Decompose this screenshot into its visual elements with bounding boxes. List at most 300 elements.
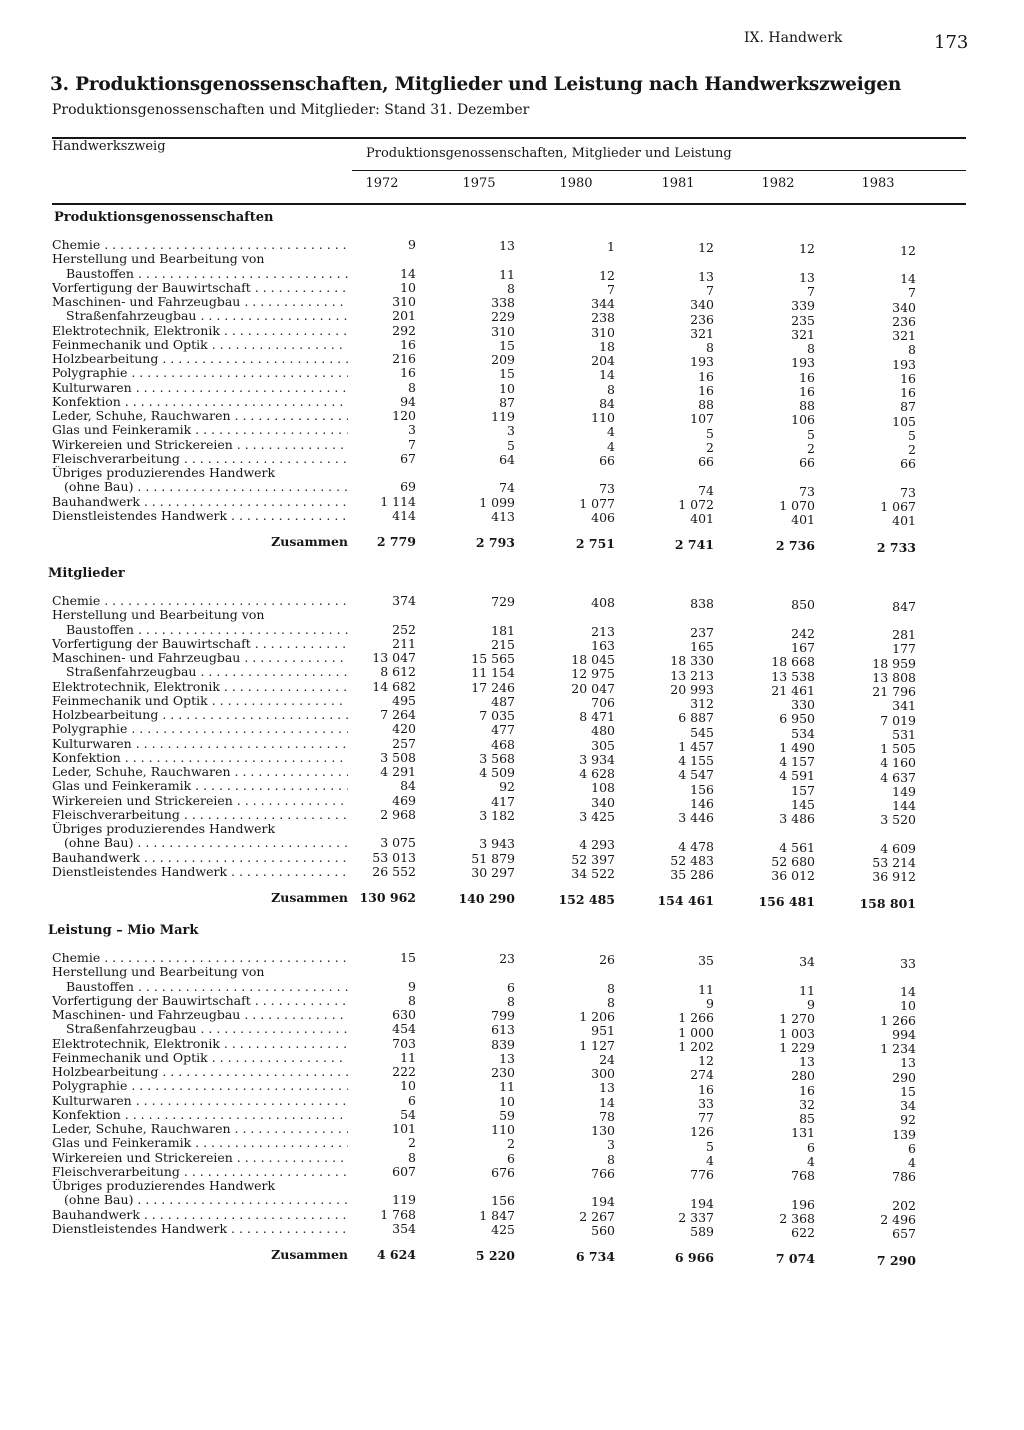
cell-value: 110: [491, 1122, 515, 1138]
table-row: [0, 678, 1024, 699]
cell-value: 12: [698, 1053, 714, 1069]
cell-value: 21 796: [872, 684, 916, 699]
cell-value: 622: [791, 1225, 815, 1241]
cell-value: 413: [491, 508, 515, 524]
cell-value: 16: [698, 1081, 714, 1097]
row-label: Fleischverarbeitung . . .: [52, 452, 348, 466]
cell-value: 703: [392, 1035, 416, 1051]
year-header-1975: 1975: [462, 176, 496, 191]
cell-value: 2: [507, 1136, 515, 1152]
cell-value: 7: [908, 285, 916, 301]
cell-value: 193: [690, 354, 714, 370]
table-row: [0, 650, 1024, 671]
cell-value: 18 045: [571, 652, 615, 668]
cell-value: 8: [607, 381, 615, 397]
table-row: [0, 1021, 1024, 1042]
cell-value: 1 202: [678, 1038, 714, 1054]
total-row: [0, 890, 1024, 911]
cell-value: 105: [892, 413, 916, 429]
cell-value: 340: [690, 297, 714, 313]
cell-value: 401: [892, 513, 916, 529]
cell-value: 18 668: [771, 654, 815, 670]
table-row: [0, 1092, 1024, 1113]
cell-value: 4 628: [579, 766, 615, 782]
cell-value: 338: [491, 295, 515, 311]
table-row: [0, 252, 1024, 266]
cell-value: 36 012: [771, 868, 815, 884]
cell-value: 126: [690, 1124, 714, 1140]
cell-value: 18: [599, 338, 615, 354]
cell-value: 1 505: [880, 741, 916, 756]
cell-value: 156: [491, 1193, 515, 1209]
cell-value: 53 013: [372, 849, 416, 865]
cell-value: 156: [690, 781, 714, 797]
row-label: Feinmechanik und Optik . . .: [52, 694, 348, 708]
cell-value: 8: [706, 340, 714, 356]
row-label: Wirkereien und Strickereien . . .: [52, 1151, 348, 1165]
cell-value: 14: [599, 1094, 615, 1110]
total-value: 158 801: [859, 895, 916, 911]
cell-value: 3 943: [479, 836, 515, 852]
cell-value: 786: [892, 1169, 916, 1185]
cell-value: 1 070: [779, 497, 815, 513]
row-label: Leder, Schuhe, Rauchwaren . . .: [52, 1122, 348, 1136]
cell-value: 2: [908, 442, 916, 457]
cell-value: 847: [892, 598, 916, 614]
cell-value: 401: [791, 512, 815, 528]
cell-value: 344: [591, 296, 615, 312]
cell-value: 16: [799, 369, 815, 385]
row-label: Holzbearbeitung . . .: [52, 708, 348, 722]
table-row: [0, 692, 1024, 714]
row-label: Baustoffen . . .: [66, 980, 348, 994]
cell-value: 321: [690, 325, 714, 341]
cell-value: 487: [491, 693, 515, 709]
cell-value: 994: [892, 1026, 916, 1042]
table-row: [0, 863, 1024, 885]
row-label: Elektrotechnik, Elektronik . . .: [52, 324, 348, 338]
cell-value: 630: [392, 1007, 416, 1022]
row-label: Elektrotechnik, Elektronik . . .: [52, 680, 348, 694]
cell-value: 74: [499, 480, 515, 496]
row-label: Dienstleistendes Handwerk . . .: [52, 1222, 348, 1236]
row-label: Polygraphie . . .: [52, 366, 348, 380]
cell-value: 330: [791, 697, 815, 713]
cell-value: 157: [791, 782, 815, 798]
cell-value: 14: [900, 271, 916, 286]
cell-value: 59: [499, 1107, 515, 1123]
cell-value: 34 522: [571, 865, 615, 881]
page-number: 173: [934, 32, 969, 53]
row-label: Dienstleistendes Handwerk . . .: [52, 509, 348, 523]
table-row: [0, 237, 1024, 258]
table-row: [0, 408, 1024, 429]
cell-value: 10: [400, 1078, 416, 1094]
header-bottom-rule: [52, 203, 966, 205]
cell-value: 33: [900, 955, 916, 971]
cell-value: 8: [408, 379, 416, 395]
cell-value: 87: [900, 399, 916, 415]
row-label: Konfektion . . .: [52, 395, 348, 409]
table-row: [0, 379, 1024, 400]
cell-value: 5: [507, 437, 515, 453]
cell-value: 52 397: [571, 851, 615, 867]
table-row: [0, 1192, 1024, 1213]
table-row: [0, 992, 1024, 1014]
cell-value: 163: [591, 637, 615, 653]
cell-value: 101: [392, 1121, 416, 1136]
cell-value: 4 293: [579, 837, 615, 853]
cell-value: 3: [408, 422, 416, 438]
row-label: Straßenfahrzeugbau . . .: [66, 665, 348, 679]
cell-value: 8: [807, 341, 815, 357]
year-header-1972: 1972: [365, 176, 399, 191]
table-row: [0, 493, 1024, 514]
cell-value: 290: [892, 1069, 916, 1085]
cell-value: 3: [607, 1137, 615, 1153]
cell-value: 11: [400, 1049, 416, 1065]
cell-value: 495: [392, 692, 416, 708]
cell-value: 838: [690, 596, 714, 612]
cell-value: 196: [791, 1196, 815, 1212]
cell-value: 215: [491, 636, 515, 652]
cell-value: 16: [900, 385, 916, 400]
cell-value: 6: [807, 1139, 815, 1155]
cell-value: 8: [607, 980, 615, 996]
cell-value: 321: [892, 328, 916, 343]
cell-value: 13 538: [771, 668, 815, 684]
cell-value: 201: [392, 308, 416, 324]
cell-value: 119: [491, 409, 515, 425]
cell-value: 417: [491, 793, 515, 809]
cell-value: 209: [491, 352, 515, 368]
cell-value: 35: [698, 953, 714, 969]
cell-value: 30 297: [471, 864, 515, 880]
table-row: [0, 1163, 1024, 1185]
row-label: Konfektion . . .: [52, 751, 348, 765]
cell-value: 139: [892, 1126, 916, 1142]
table-row: [0, 664, 1024, 685]
cell-value: 165: [690, 639, 714, 655]
cell-value: 560: [591, 1222, 615, 1238]
cell-value: 8 471: [579, 709, 615, 725]
row-label: Maschinen- und Fahrzeugbau . . .: [52, 651, 348, 665]
cell-value: 676: [491, 1164, 515, 1180]
row-label: Polygraphie . . .: [52, 1079, 348, 1093]
cell-value: 26 552: [372, 863, 416, 879]
cell-value: 52 483: [670, 852, 714, 868]
cell-value: 2 337: [678, 1209, 714, 1225]
cell-value: 3 075: [380, 835, 416, 851]
cell-value: 12: [799, 241, 815, 257]
cell-value: 34: [900, 1098, 916, 1113]
cell-value: 222: [392, 1064, 416, 1079]
table-row: [0, 707, 1024, 728]
cell-value: 11: [698, 981, 714, 997]
cell-value: 5: [706, 425, 714, 441]
row-label: (ohne Bau) . . .: [64, 1193, 348, 1207]
table-row: [0, 735, 1024, 756]
cell-value: 839: [491, 1036, 515, 1052]
row-label: Chemie . . .: [52, 238, 348, 252]
cell-value: 213: [591, 623, 615, 639]
cell-value: 108: [591, 780, 615, 796]
cell-value: 202: [892, 1197, 916, 1213]
cell-value: 238: [591, 310, 615, 326]
cell-value: 12: [599, 267, 615, 283]
cell-value: 13: [698, 268, 714, 284]
cell-value: 1 270: [779, 1011, 815, 1027]
cell-value: 1 099: [479, 494, 515, 510]
cell-value: 6 887: [678, 710, 714, 726]
cell-value: 3 446: [678, 810, 714, 826]
cell-value: 2 267: [579, 1208, 615, 1224]
cell-value: 11: [499, 266, 515, 282]
cell-value: 13 213: [670, 667, 714, 683]
cell-value: 5: [908, 427, 916, 443]
cell-value: 6: [408, 1092, 416, 1108]
table-row: [0, 721, 1024, 742]
cell-value: 374: [392, 593, 416, 608]
cell-value: 10: [400, 279, 416, 295]
cell-value: 4 561: [779, 839, 815, 855]
cell-value: 340: [591, 794, 615, 810]
cell-value: 420: [392, 721, 416, 737]
cell-value: 4 291: [380, 764, 416, 779]
cell-value: 310: [591, 324, 615, 340]
cell-value: 14: [900, 984, 916, 999]
cell-value: 706: [591, 694, 615, 710]
row-label: Holzbearbeitung . . .: [52, 1065, 348, 1079]
cell-value: 78: [599, 1108, 615, 1124]
cell-value: 4 591: [779, 768, 815, 784]
row-label: Holzbearbeitung . . .: [52, 352, 348, 366]
cell-value: 3 568: [479, 750, 515, 766]
table-row: [0, 1106, 1024, 1128]
cell-value: 12: [900, 242, 916, 258]
cell-value: 408: [591, 595, 615, 611]
table-row: [0, 1035, 1024, 1056]
row-label: Fleischverarbeitung . . .: [52, 1165, 348, 1179]
cell-value: 401: [690, 511, 714, 527]
cell-value: 1 229: [779, 1039, 815, 1055]
cell-value: 21 461: [771, 682, 815, 698]
cell-value: 12: [698, 240, 714, 256]
row-label: Kulturwaren . . .: [52, 381, 348, 395]
cell-value: 237: [690, 624, 714, 640]
cell-value: 469: [392, 792, 416, 808]
table-row: [0, 1049, 1024, 1071]
cell-value: 73: [900, 484, 916, 500]
cell-value: 657: [892, 1226, 916, 1242]
year-header-1983: 1983: [861, 176, 895, 191]
table-subtitle: Produktionsgenossenschaften und Mitglieder: Stand 31. Dezember: [52, 102, 530, 118]
cell-value: 216: [392, 351, 416, 366]
cell-value: 9: [408, 978, 416, 994]
cell-value: 17 246: [471, 679, 515, 695]
cell-value: 130: [591, 1123, 615, 1139]
table-row: [0, 365, 1024, 386]
cell-value: 341: [892, 698, 916, 714]
cell-value: 16: [698, 368, 714, 384]
table-row: [0, 1121, 1024, 1142]
cell-value: 4: [908, 1155, 916, 1170]
cell-value: 340: [892, 299, 916, 315]
cell-value: 3 508: [380, 749, 416, 765]
table-row: [0, 621, 1024, 642]
cell-value: 1 266: [880, 1012, 916, 1028]
cell-value: 8: [507, 993, 515, 1009]
total-value: 5 220: [475, 1248, 515, 1264]
table-title: 3. Produktionsgenossenschaften, Mitglieder und Leistung nach Handwerkszweigen: [50, 74, 902, 95]
cell-value: 1 067: [880, 499, 916, 514]
row-label: Vorfertigung der Bauwirtschaft . . .: [52, 281, 348, 295]
total-value: 130 962: [359, 890, 416, 905]
total-value: 7 290: [876, 1252, 916, 1268]
cell-value: 3: [507, 423, 515, 439]
cell-value: 32: [799, 1096, 815, 1112]
cell-value: 53 214: [872, 855, 916, 870]
cell-value: 13 047: [372, 650, 416, 665]
cell-value: 36 912: [872, 869, 916, 885]
cell-value: 15: [499, 337, 515, 353]
cell-value: 33: [698, 1095, 714, 1111]
cell-value: 23: [499, 951, 515, 967]
cell-value: 305: [591, 737, 615, 753]
cell-value: 1 266: [678, 1010, 714, 1026]
section-title: Leistung – Mio Mark: [48, 923, 199, 938]
cell-value: 425: [491, 1221, 515, 1237]
cell-value: 92: [900, 1112, 916, 1128]
cell-value: 766: [591, 1165, 615, 1181]
cell-value: 1 847: [479, 1207, 515, 1223]
cell-value: 6 950: [779, 711, 815, 727]
cell-value: 7: [706, 283, 714, 299]
table-row: [0, 450, 1024, 472]
cell-value: 230: [491, 1065, 515, 1081]
cell-value: 84: [400, 778, 416, 794]
cell-value: 11: [499, 1079, 515, 1095]
cell-value: 280: [791, 1068, 815, 1084]
total-value: 152 485: [558, 892, 615, 908]
table-row: [0, 965, 1024, 979]
cell-value: 211: [392, 635, 416, 651]
cell-value: 87: [499, 394, 515, 410]
table-row: [0, 835, 1024, 856]
cell-value: 73: [599, 481, 615, 497]
total-value: 2 741: [674, 537, 714, 553]
cell-value: 236: [892, 313, 916, 329]
cell-value: 4 637: [880, 769, 916, 785]
cell-value: 8 612: [380, 664, 416, 680]
row-label: Maschinen- und Fahrzeugbau . . .: [52, 295, 348, 309]
cell-value: 15 565: [471, 651, 515, 667]
cell-value: 54: [400, 1106, 416, 1122]
cell-value: 589: [690, 1224, 714, 1240]
cell-value: 8: [408, 992, 416, 1008]
row-label: Feinmechanik und Optik . . .: [52, 338, 348, 352]
cell-value: 1 234: [880, 1041, 916, 1056]
cell-value: 8: [507, 280, 515, 296]
row-label: Fleischverarbeitung . . .: [52, 808, 348, 822]
total-value: 156 481: [758, 894, 815, 910]
cell-value: 85: [799, 1111, 815, 1127]
table-row: [0, 849, 1024, 870]
cell-value: 13 808: [872, 669, 916, 685]
row-label: Kulturwaren . . .: [52, 737, 348, 751]
total-value: 154 461: [657, 893, 714, 909]
cell-value: 8: [908, 342, 916, 358]
table-row: [0, 279, 1024, 301]
cell-value: 850: [791, 597, 815, 613]
year-header-1981: 1981: [661, 176, 695, 191]
row-label: Übriges produzierendes Handwerk: [52, 1179, 276, 1193]
cell-value: 66: [900, 456, 916, 472]
row-label: Vorfertigung der Bauwirtschaft . . .: [52, 637, 348, 651]
table-row: [0, 764, 1024, 785]
row-label: Wirkereien und Strickereien . . .: [52, 794, 348, 808]
cell-value: 1 000: [678, 1024, 714, 1040]
cell-value: 545: [690, 724, 714, 740]
cell-value: 729: [491, 594, 515, 610]
cell-value: 18 959: [872, 655, 916, 671]
cell-value: 34: [799, 954, 815, 970]
cell-value: 292: [392, 322, 416, 338]
cell-value: 257: [392, 735, 416, 751]
cell-value: 120: [392, 408, 416, 423]
cell-value: 2: [807, 440, 815, 456]
cell-value: 149: [892, 783, 916, 799]
cell-value: 2 496: [880, 1212, 916, 1227]
cell-value: 16: [799, 383, 815, 399]
cell-value: 613: [491, 1022, 515, 1038]
cell-value: 3 182: [479, 807, 515, 823]
cell-value: 107: [690, 411, 714, 427]
cell-value: 5: [807, 426, 815, 442]
cell-value: 10: [499, 1093, 515, 1109]
cell-value: 73: [799, 483, 815, 499]
cell-value: 16: [900, 370, 916, 386]
table-row: [0, 1078, 1024, 1099]
cell-value: 51 879: [471, 850, 515, 866]
cell-value: 11: [799, 982, 815, 998]
cell-value: 7: [607, 281, 615, 297]
cell-value: 1: [607, 239, 615, 255]
table-row: [0, 1206, 1024, 1227]
cell-value: 531: [892, 726, 916, 742]
cell-value: 13: [799, 269, 815, 285]
group-rule: [352, 170, 966, 171]
total-label: Zusammen: [271, 534, 348, 549]
cell-value: 9: [706, 996, 714, 1012]
row-label: Glas und Feinkeramik . . .: [52, 423, 348, 437]
cell-value: 69: [400, 479, 416, 495]
cell-value: 799: [491, 1008, 515, 1024]
cell-value: 194: [591, 1194, 615, 1210]
cell-value: 4: [706, 1152, 714, 1168]
cell-value: 480: [591, 723, 615, 739]
table-row: [0, 1220, 1024, 1242]
section-title: Produktionsgenossenschaften: [54, 210, 274, 225]
cell-value: 88: [799, 398, 815, 414]
running-header-chapter: IX. Handwerk: [744, 30, 843, 46]
row-label: Herstellung und Bearbeitung von: [52, 608, 265, 623]
cell-value: 119: [392, 1192, 416, 1208]
cell-value: 4: [607, 424, 615, 440]
table-row: [0, 436, 1024, 457]
cell-value: 1 072: [678, 496, 714, 512]
total-value: 2 793: [475, 535, 515, 551]
